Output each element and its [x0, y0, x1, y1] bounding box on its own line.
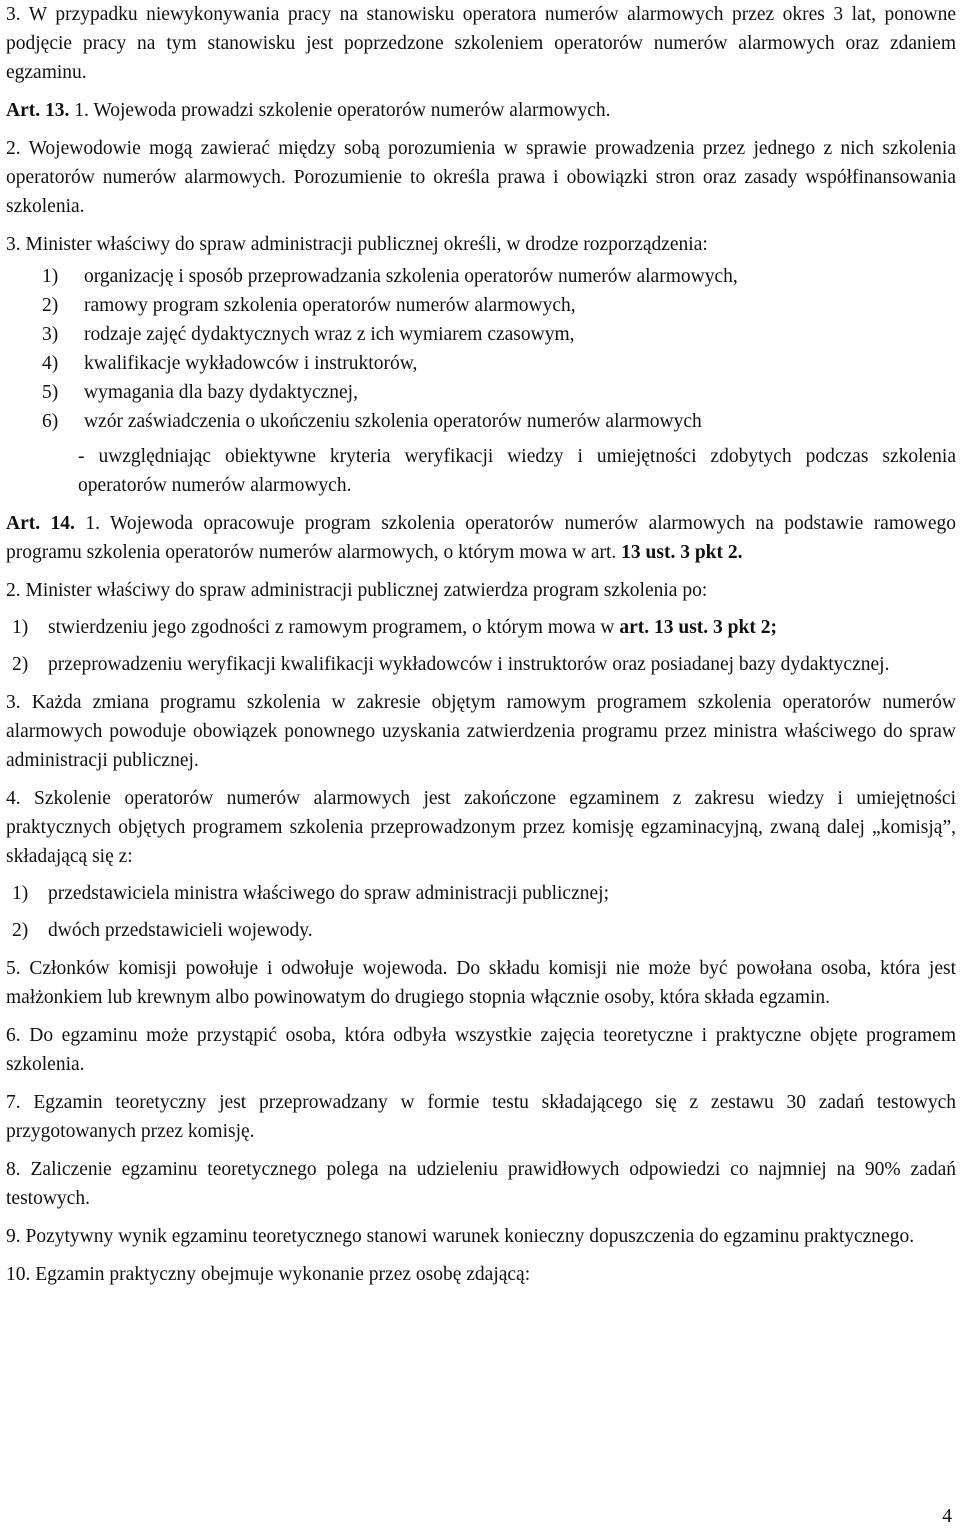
list-item-number: 5): [42, 382, 59, 403]
list-item-number: 1): [12, 617, 29, 638]
paragraph-art14-6: 6. Do egzaminu może przystąpić osoba, która odbyła wszystkie zajęcia teoretyczne i praktyczne objęte programem szkolenia.: [6, 1025, 956, 1075]
art14-4-list: [6, 879, 956, 945]
page-content: [6, 0, 956, 1289]
list-item: [12, 879, 956, 908]
list-item-number: 2): [12, 920, 29, 941]
paragraph-art14-9: 9. Pozytywny wynik egzaminu teoretycznego stanowi warunek konieczny dopuszczenia do egzaminu praktycznego.: [6, 1226, 915, 1247]
art14-1-text: 1. Wojewoda opracowuje program szkolenia operatorów numerów alarmowych na podstawie ramowego programu szkolenia operatorów numerów alarmowych, o którym mowa w art.: [6, 513, 956, 563]
art13-1-text: 1. Wojewoda prowadzi szkolenie operatorów numerów alarmowych.: [69, 100, 611, 121]
list-item-text: dwóch przedstawicieli wojewody.: [48, 920, 313, 941]
list-item-number: 2): [42, 295, 59, 316]
list-item-text-main: stwierdzeniu jego zgodności z ramowym programem, o którym mowa w: [48, 617, 620, 638]
art14-2-list: [6, 613, 956, 679]
paragraph-art12-3: 3. W przypadku niewykonywania pracy na stanowisku operatora numerów alarmowych przez okres 3 lat, ponowne podjęcie pracy na tym stanowisku jest poprzedzone szkoleniem operatorów numerów alarmowych oraz zdaniem egzaminu.: [6, 4, 956, 83]
paragraph-art14-10: 10. Egzamin praktyczny obejmuje wykonanie przez osobę zdającą:: [6, 1264, 531, 1285]
paragraph-art14-5: 5. Członków komisji powołuje i odwołuje wojewoda. Do składu komisji nie może być powołana osoba, która jest małżonkiem lub krewnym albo powinowatym do drugiego stopnia włącznie osoby, która składa egzamin.: [6, 958, 956, 1008]
list-item-number: 1): [12, 883, 29, 904]
list-item-text: rodzaje zajęć dydaktycznych wraz z ich wymiarem czasowym,: [84, 324, 575, 345]
page-number: 4: [942, 1506, 952, 1527]
list-item: [12, 916, 956, 945]
paragraph-art13-3: 3. Minister właściwy do spraw administracji publicznej określi, w drodze rozporządzenia:: [6, 234, 708, 255]
paragraph-art14-7: 7. Egzamin teoretyczny jest przeprowadzany w formie testu składającego się z zestawu 30 zadań testowych przygotowanych przez komisję.: [6, 1092, 956, 1142]
art14-1-reference: 13 ust. 3 pkt 2.: [616, 542, 743, 563]
paragraph-art14-3: 3. Każda zmiana programu szkolenia w zakresie objętym ramowym programem szkolenia operatorów numerów alarmowych powoduje obowiązek ponownego uzyskania zatwierdzenia programu przez ministra właściwego do spraw administracji publicznej.: [6, 692, 956, 771]
list-item: [42, 407, 956, 436]
list-item-number: 4): [42, 353, 59, 374]
paragraph-art13-2: 2. Wojewodowie mogą zawierać między sobą porozumienia w sprawie prowadzenia przez jednego z nich szkolenia operatorów numerów alarmowych. Porozumienie to określa prawa i obowiązki stron oraz zasady współfinansowania szkolenia.: [6, 138, 956, 217]
list-item-text: organizację i sposób przeprowadzania szkolenia operatorów numerów alarmowych,: [84, 266, 738, 287]
list-item: [12, 613, 956, 642]
art13-3-list: [6, 262, 956, 436]
list-item-number: 1): [42, 266, 59, 287]
list-item-number: 3): [42, 324, 59, 345]
list-item: [42, 378, 956, 407]
list-item-number: 2): [12, 654, 29, 675]
list-item: [42, 262, 956, 291]
paragraph-art14-8: 8. Zaliczenie egzaminu teoretycznego polega na udzieleniu prawidłowych odpowiedzi co najmniej na 90% zadań testowych.: [6, 1159, 956, 1209]
closing-clause: - uwzględniając obiektywne kryteria weryfikacji wiedzy i umiejętności zdobytych podczas szkolenia operatorów numerów alarmowych.: [78, 446, 956, 496]
list-item: [12, 650, 956, 679]
article-heading-14: Art. 14.: [6, 513, 75, 534]
paragraph-art13-1: [6, 96, 956, 125]
list-item: [42, 291, 956, 320]
list-item: [42, 320, 956, 349]
list-item-text: kwalifikacje wykładowców i instruktorów,: [84, 353, 418, 374]
article-heading-13: Art. 13.: [6, 100, 70, 121]
list-item-text: wzór zaświadczenia o ukończeniu szkolenia operatorów numerów alarmowych: [84, 411, 702, 432]
paragraph-art14-2: 2. Minister właściwy do spraw administracji publicznej zatwierdza program szkolenia po:: [6, 580, 708, 601]
list-item-text: wymagania dla bazy dydaktycznej,: [84, 382, 358, 403]
paragraph-art14-4: 4. Szkolenie operatorów numerów alarmowych jest zakończone egzaminem z zakresu wiedzy i umiejętności praktycznych objętych programem szkolenia przeprowadzonym przez komisję egzaminacyjną, zwaną dalej „komisją”, składającą się z:: [6, 788, 956, 867]
list-item-reference: art. 13 ust. 3 pkt 2;: [619, 617, 777, 638]
list-item: [42, 349, 956, 378]
list-item-text: przedstawiciela ministra właściwego do spraw administracji publicznej;: [48, 883, 609, 904]
list-item-text: przeprowadzeniu weryfikacji kwalifikacji wykładowców i instruktorów oraz posiadanej bazy dydaktycznej.: [48, 654, 890, 675]
list-item-number: 6): [42, 411, 59, 432]
list-item-text: [48, 613, 956, 642]
list-item-text: ramowy program szkolenia operatorów numerów alarmowych,: [84, 295, 576, 316]
paragraph-art14-1: [6, 509, 956, 567]
